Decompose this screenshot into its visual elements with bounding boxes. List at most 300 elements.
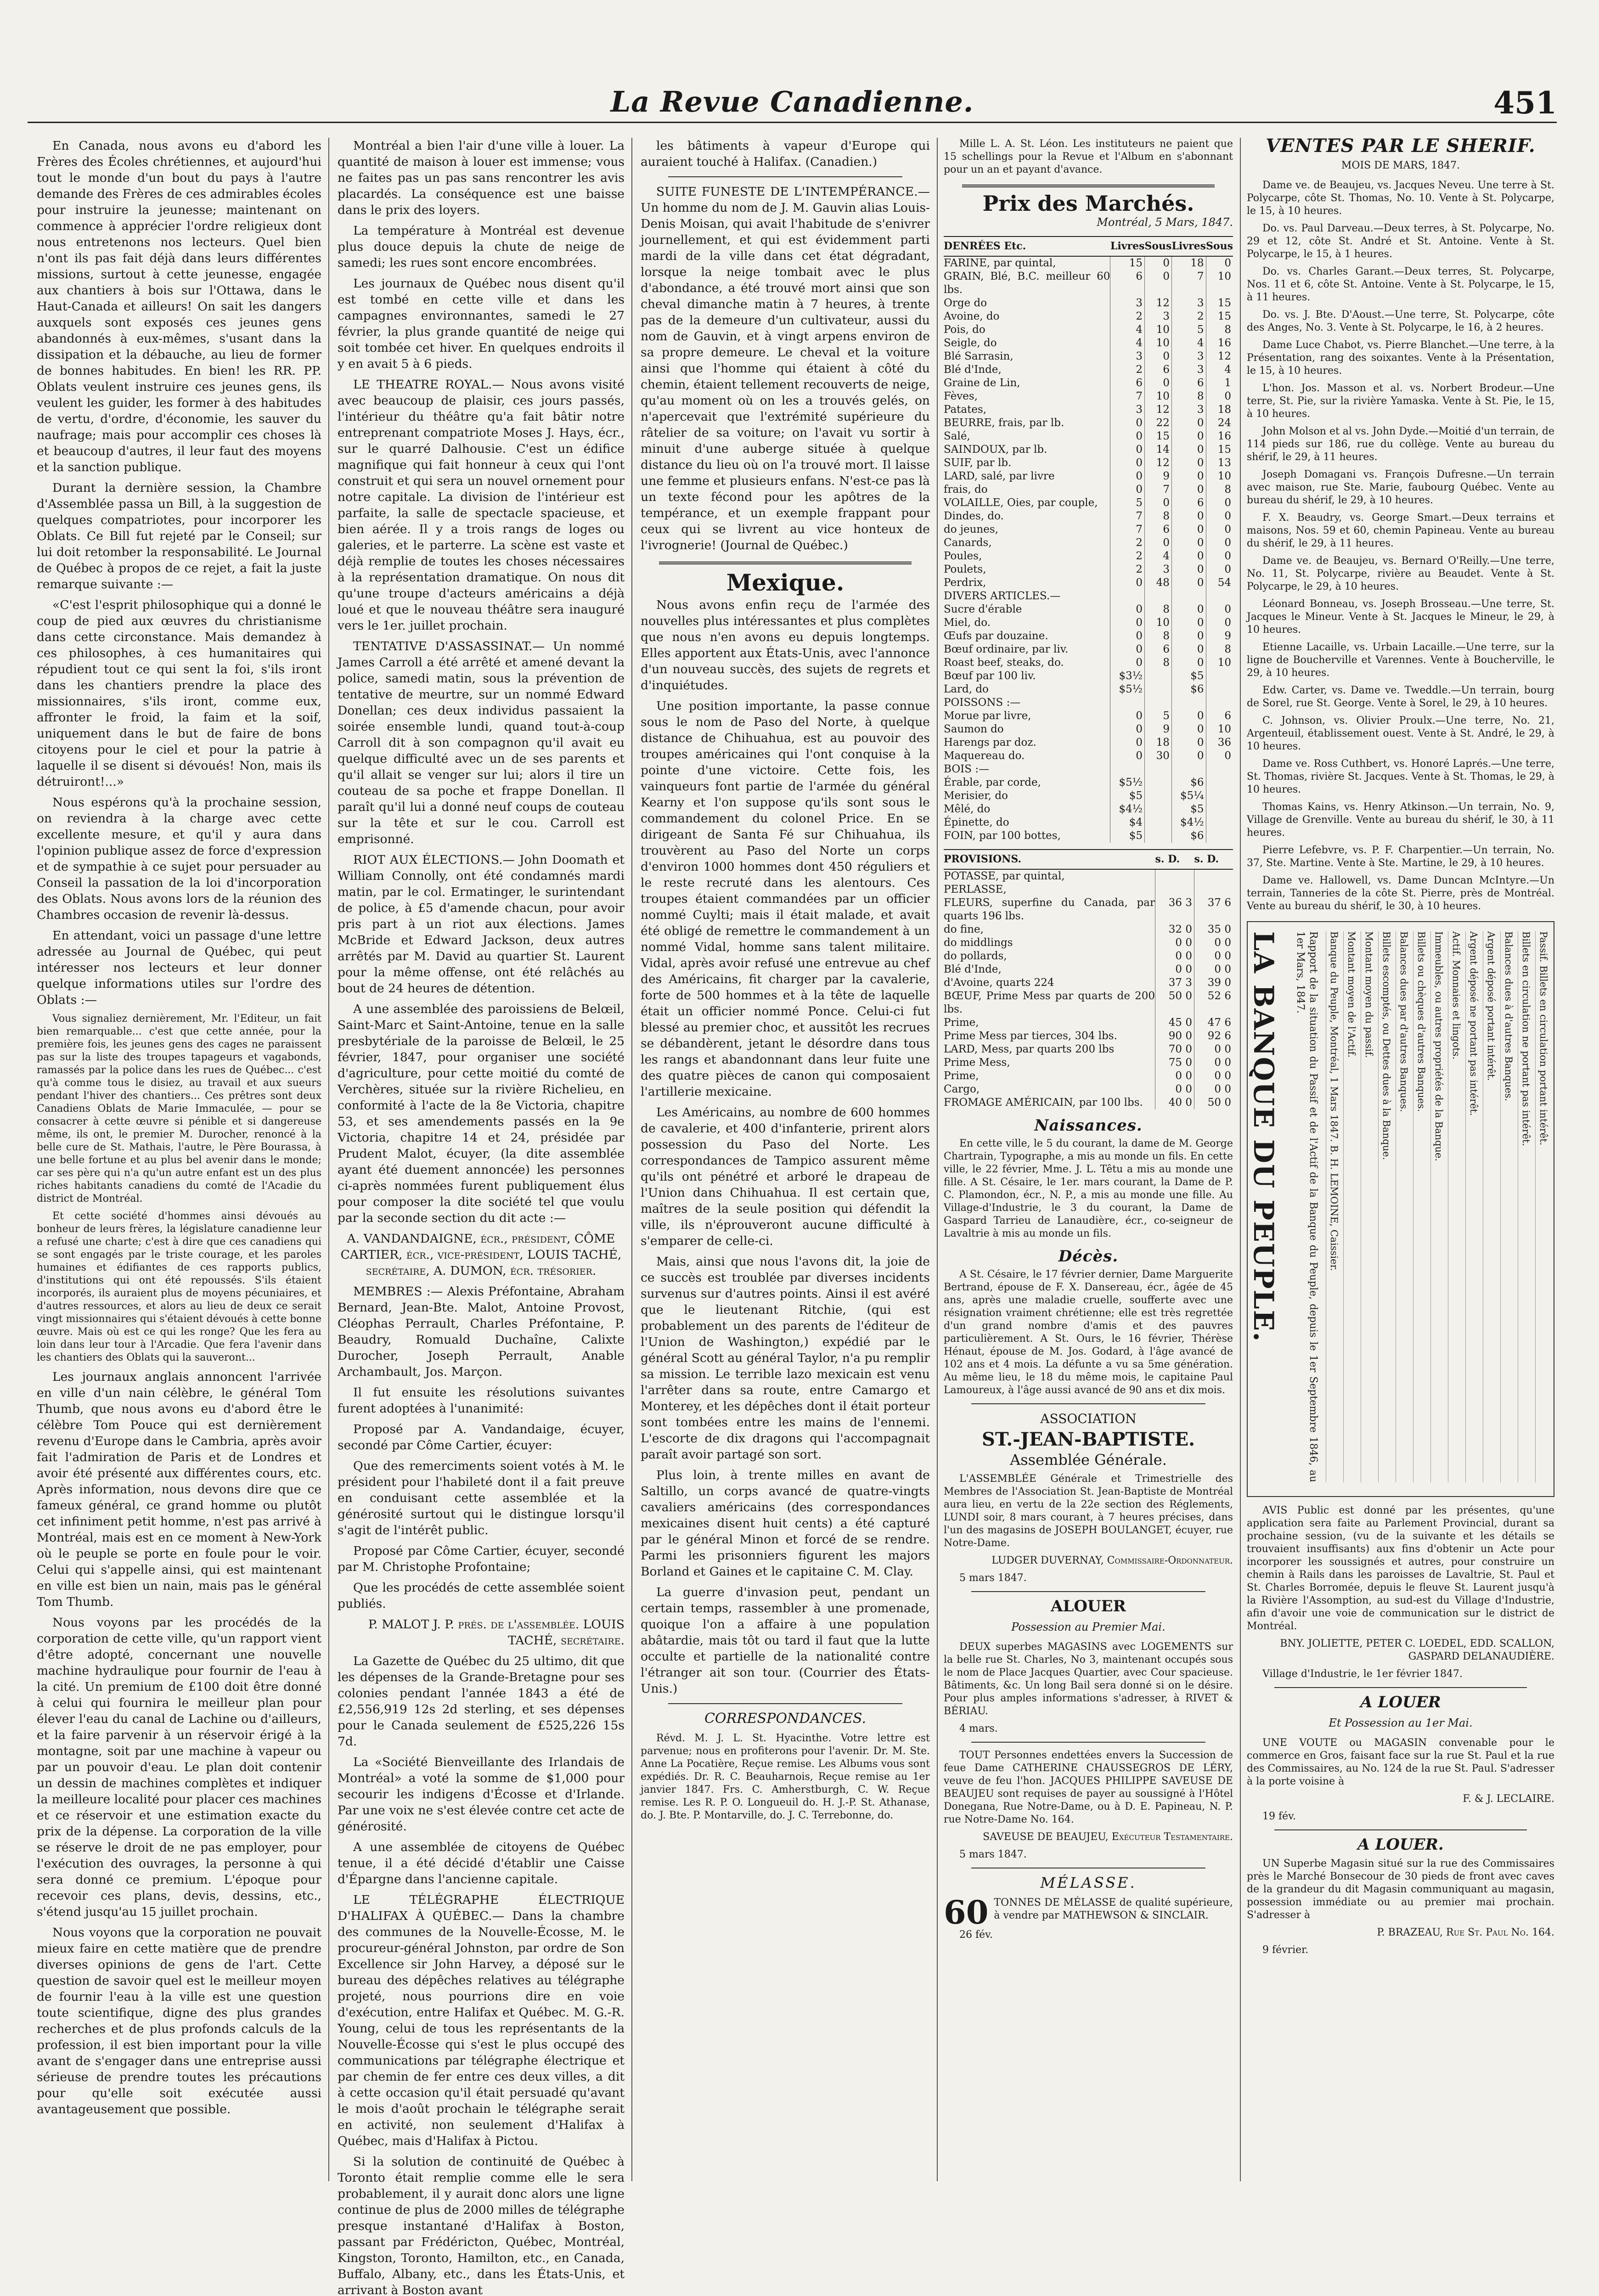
- molasses-quantity: 60: [944, 1893, 989, 1931]
- table-row: [944, 403, 1233, 416]
- price-cell: $5: [1110, 789, 1145, 803]
- table-row: [944, 923, 1233, 936]
- table-header-cell: Sous: [1206, 236, 1233, 256]
- rent-ad-body: UN Superbe Magasin situé sur la rue des Commissaires près le Marché Bonsecour de 30 pieds de front avec caves de la grandeur du dit Magasin communiquant au magasin, possession immédiate ou au premier mai prochain. S'adresser à: [1247, 1858, 1554, 1921]
- table-row: [944, 990, 1233, 1016]
- provision-name: FROMAGE AMÉRICAIN, par 100 lbs.: [944, 1097, 1143, 1109]
- price-cell: 16: [1206, 430, 1233, 443]
- table-row: [944, 749, 1233, 763]
- price-cell: 12: [1145, 297, 1172, 310]
- price-cell: 0: [1171, 616, 1206, 630]
- table-row: [944, 976, 1233, 990]
- sheriff-sales-heading: VENTES PAR LE SHERIF.: [1266, 135, 1536, 157]
- price-cell: 50 0: [1155, 990, 1194, 1016]
- provision-name: FLEURS, superfine du Canada, par quarts 196 lbs.: [944, 897, 1155, 922]
- price-cell: 36 3: [1155, 896, 1194, 923]
- market-prices-date: Montréal, 5 Mars, 1847.: [1097, 216, 1233, 229]
- provision-name: Prime,: [944, 1017, 979, 1029]
- commodity-name: Poules,: [944, 550, 982, 562]
- table-header-cell: Sous: [1145, 236, 1172, 256]
- rent-ad-subtitle: Possession au Premier Mai.: [1011, 1621, 1165, 1633]
- article-paragraph: Proposé par A. Vandandaige, écuyer, secondé par Côme Cartier, écuyer:: [338, 1422, 625, 1452]
- price-cell: [1206, 696, 1233, 709]
- price-cell: 45 0: [1155, 1016, 1194, 1030]
- price-cell: 18: [1171, 256, 1206, 270]
- table-row: [944, 256, 1233, 270]
- article-paragraph: Nous voyons par les procédés de la corporation de cette ville, qu'un rapport vient d'être adopté, concernant une nouvelle machine hydraulique pour fournir de l'eau à la cité. Un premium de £100 doit être donné à celui qui fournira le meilleur plan pour élever l'eau du canal de Lachine ou d'ailleurs, et la faire parvenir à un réservoir érigé à la montagne, soit par une machine à vapeur ou par un pouvoir d'eau. Le plan doit contenir un dessin de machines complètes et indiquer la meilleure localité pour placer ces machines et ce réservoir et une estimation exacte du prix de la dépense. La corporation de la ville se réserve le droit de ne pas employer, pour l'exécution des ouvrages, la personne à qui sera donné ce premium. L'époque pour recevoir ces plans, devis, dessins, etc., s'étend jusqu'au 15 juillet prochain.: [37, 1615, 321, 1919]
- price-cell: $3½: [1110, 670, 1145, 683]
- price-cell: [1155, 869, 1194, 883]
- table-row: [944, 896, 1233, 923]
- table-row: [944, 950, 1233, 963]
- price-cell: 4: [1206, 363, 1233, 377]
- price-cell: 12: [1145, 403, 1172, 416]
- divider: [1274, 1829, 1527, 1830]
- provision-name: d'Avoine, quarts 224: [944, 977, 1054, 989]
- commodity-name: Morue par livre,: [944, 710, 1031, 722]
- commodity-name: BEURRE, frais, par lb.: [944, 417, 1064, 429]
- price-cell: 35 0: [1194, 923, 1233, 936]
- price-cell: [1110, 590, 1145, 603]
- provision-name: Prime Mess par tierces, 304 lbs.: [944, 1030, 1117, 1042]
- price-cell: 3: [1145, 563, 1172, 576]
- price-cell: 8: [1145, 630, 1172, 643]
- price-cell: 0 0: [1194, 950, 1233, 963]
- births-heading: Naissances.: [1034, 1116, 1143, 1135]
- commodity-name: Seigle, do: [944, 337, 997, 349]
- table-row: [944, 576, 1233, 590]
- table-row: [944, 1083, 1233, 1096]
- rent-ad-date: 9 février.: [1262, 1944, 1309, 1956]
- commodity-name: Sucre d'érable: [944, 603, 1022, 615]
- price-cell: 10: [1145, 390, 1172, 403]
- price-cell: $4: [1110, 816, 1145, 829]
- sheriff-sale-item: Dame ve. Hallowell, vs. Dame Duncan McIntyre.—Un terrain, Tanneries de la côte St. Pierre, près de Montréal. Vente au bureau du shérif, le 30, à 10 heures.: [1247, 875, 1554, 912]
- commodity-name: FOIN, par 100 bottes,: [944, 830, 1061, 842]
- price-cell: 9: [1145, 470, 1172, 483]
- public-notice: AVIS Public est donné par les présentes, qu'une application sera faite au Parlement Provincial, durant sa prochaine session, (vu de la suivante et les détails se trouvaient insuffisants) aux fins d'obtenir un Acte pour incorporer les soussignés et autres, pour construire un chemin à Rails dans les paroisses de Lavaltrie, St. Paul et St. Charles Borromée, depuis le fleuve St. Laurent jusqu'à la Rivière l'Assomption, au sud-est du Village d'Industrie, afin d'avoir une voie de communication sur le district de Montréal.: [1247, 1505, 1554, 1632]
- price-cell: 8: [1171, 390, 1206, 403]
- column-5: [1247, 135, 1554, 2186]
- price-cell: 0: [1145, 350, 1172, 363]
- commodity-name: Perdrix,: [944, 577, 986, 589]
- table-row: [944, 496, 1233, 510]
- table-row: [944, 390, 1233, 403]
- rent-ad-heading: A LOUER.: [1357, 1835, 1444, 1854]
- table-row: [944, 883, 1233, 896]
- commodity-name: POISSONS :—: [944, 697, 1021, 709]
- sheriff-sale-item: Do. vs. Paul Darveau.—Deux terres, à St. Polycarpe, No. 29 et 12, côte St. André et St. Antoine. Vente à St. Polycarpe, le 15, à 1 heures.: [1247, 223, 1554, 260]
- market-prices-title: Prix des Marchés.: [982, 191, 1194, 216]
- price-cell: 2: [1110, 363, 1145, 377]
- price-cell: 10: [1206, 656, 1233, 670]
- price-cell: [1171, 696, 1206, 709]
- provisions-table: [944, 849, 1233, 1109]
- table-row: [944, 310, 1233, 323]
- market-prices-table: [944, 236, 1233, 843]
- price-cell: 8: [1145, 510, 1172, 523]
- article-paragraph: La «Société Bienveillante des Irlandais de Montréal» a voté la somme de $1,000 pour secourir les indigens d'Écosse et d'Irlande. Par une voix ne s'est élevée contre cet acte de générosité.: [338, 1755, 625, 1834]
- table-row: [944, 456, 1233, 470]
- table-row: [944, 590, 1233, 603]
- table-row: [944, 416, 1233, 430]
- correspondence-list: Révd. M. J. L. St. Hyacinthe. Votre lettre est parvenue; nous en profiterons pour l'avenir. Dr. M. Ste. Anne La Pocatière, Reçue remise. Les Albums vous sont expédiés. Dr. R. C. Beauharnois, Reçue remise au 1er janvier 1847. Frs. C. Amherstburgh, C. W. Reçue remise. Les R. P. O. Longueuil do. H. J.-P. St. Athanase, do. J. Bte. P. Montarville, do. J. C. Terrebonne, do.: [641, 1733, 930, 1821]
- commodity-name: Mêlé, do: [944, 803, 991, 815]
- sheriff-sales-list: [1247, 179, 1554, 913]
- sheriff-sale-item: Edw. Carter, vs. Dame ve. Tweddle.—Un terrain, bourg de Sorel, rue St. George. Vente à Sorel, le 29, à 10 heures.: [1247, 685, 1554, 709]
- price-cell: 30: [1145, 749, 1172, 763]
- table-row: [944, 803, 1233, 816]
- table-row: [944, 670, 1233, 683]
- article-paragraph: Il fut ensuite les résolutions suivantes furent adoptées à l'unanimité:: [338, 1385, 625, 1416]
- table-row: [944, 270, 1233, 297]
- deaths-heading: Décès.: [1058, 1247, 1119, 1266]
- price-cell: 12: [1206, 350, 1233, 363]
- commodity-name: Lard, do: [944, 683, 989, 695]
- price-cell: $5: [1171, 803, 1206, 816]
- price-cell: [1145, 683, 1172, 696]
- price-cell: 18: [1206, 403, 1233, 416]
- price-cell: [1206, 816, 1233, 829]
- price-cell: [1145, 829, 1172, 843]
- price-cell: [1171, 763, 1206, 776]
- commodity-name: FARINE, par quintal,: [944, 257, 1056, 269]
- price-cell: 4: [1171, 337, 1206, 350]
- rent-ad-subtitle: Et Possession au 1er Mai.: [1329, 1716, 1473, 1729]
- price-cell: 50 0: [1194, 1096, 1233, 1109]
- provision-name: Cargo,: [944, 1083, 980, 1095]
- commodity-name: BOIS :—: [944, 763, 990, 775]
- price-cell: 15: [1206, 297, 1233, 310]
- price-cell: 2: [1171, 310, 1206, 323]
- commodity-name: Blé Sarrasin,: [944, 350, 1013, 362]
- commodity-name: Patates,: [944, 404, 987, 416]
- price-cell: 10: [1206, 723, 1233, 736]
- section-heading-mexique: Mexique.: [726, 569, 845, 596]
- price-cell: 0: [1171, 510, 1206, 523]
- table-row: [944, 829, 1233, 843]
- price-cell: $4½: [1171, 816, 1206, 829]
- price-cell: 2: [1110, 310, 1145, 323]
- price-cell: 0: [1171, 550, 1206, 563]
- price-cell: 3: [1110, 297, 1145, 310]
- article-paragraph: MEMBRES :— Alexis Préfontaine, Abraham Bernard, Jean-Bte. Malot, Antoine Provost, Cléophas Perrault, Charles Préfontaine, P. Beaudry, Romuald Duchaîne, Calixte Durocher, Joseph Perrault, Anable Archambault, Jos. Marçon.: [338, 1284, 625, 1379]
- price-cell: 90 0: [1155, 1030, 1194, 1043]
- estate-notice: TOUT Personnes endettées envers la Succession de feue Dame CATHERINE CHAUSSEGROS DE LÉRY, veuve de feu l'hon. JACQUES PHILIPPE SAVEUSE DE BEAUJEU sont requises de payer au soussigné à l'Hôtel Donegana, Rue Notre-Dame, ou à D. E. Papineau, N. P. rue Notre-Dame No. 164.: [944, 1750, 1233, 1825]
- column-1: [37, 138, 321, 2186]
- price-cell: 0 0: [1155, 1069, 1194, 1083]
- rent-ad-body: DEUX superbes MAGASINS avec LOGEMENTS sur la belle rue St. Charles, No 3, maintenant occupés sous le nom de Place Jacques Quartier, avec Cour spacieuse. Bâtiments, &c. Un long Bail sera donné si on le désire. Pour plus amples informations s'adresser, à RIVET & BÉRIAU.: [944, 1641, 1233, 1717]
- table-row: [944, 337, 1233, 350]
- table-row: [944, 1043, 1233, 1056]
- commodity-name: Saumon do: [944, 723, 1004, 735]
- bank-row: Balances dues à d'autres Banques.: [1500, 931, 1514, 1482]
- table-row: [944, 643, 1233, 656]
- article-paragraph: Que les procédés de cette assemblée soient publiés.: [338, 1581, 625, 1611]
- bank-row: Immeubles, ou autres propriétés de la Banque.: [1430, 931, 1444, 1482]
- price-cell: 5: [1110, 496, 1145, 510]
- price-cell: 0: [1171, 643, 1206, 656]
- divider: [971, 1742, 1205, 1743]
- price-cell: 6: [1206, 709, 1233, 723]
- commodity-name: GRAIN, Blé, B.C. meilleur 60 lbs.: [944, 270, 1110, 296]
- table-header-cell: DENRÉES Etc.: [944, 236, 1110, 256]
- column-divider: [631, 138, 632, 2181]
- signature: P. MALOT J. P. prés. de l'assemblée. LOUIS TACHÉ, secrétaire.: [368, 1617, 625, 1648]
- provision-name: do pollards,: [944, 950, 1007, 962]
- public-notice-date: Village d'Industrie, le 1er février 1847.: [1262, 1668, 1463, 1680]
- sheriff-sale-item: Etienne Lacaille, vs. Urbain Lacaille.—Une terre, sur la ligne de Boucherville et Varennes. Vente à Boucherville, le 29, à 10 heures.: [1247, 642, 1554, 679]
- price-cell: 8: [1145, 603, 1172, 616]
- article-paragraph: Si la solution de continuité de Québec à Toronto était remplie comme elle le sera probablement, il y aurait donc alors une ligne continue de plus de 2000 milles de télégraphe presque instantané d'Halifax à Boston, passant par Frédéricton, Québec, Montréal, Kingston, Toronto, Hamilton, etc., en Canada, Buffalo, Albany, etc., dans les États-Unis, et arrivant à Boston avant: [338, 2155, 625, 2296]
- price-cell: 0: [1171, 749, 1206, 763]
- commodity-name: Merisier, do: [944, 790, 1008, 802]
- price-cell: [1206, 763, 1233, 776]
- table-header-cell: s. D.: [1155, 850, 1194, 869]
- commodity-name: frais, do: [944, 484, 988, 495]
- price-cell: 92 6: [1194, 1030, 1233, 1043]
- bank-row: Billets ou chèques d'autres Banques.: [1413, 931, 1427, 1482]
- price-cell: [1206, 803, 1233, 816]
- commodity-name: SAINDOUX, par lb.: [944, 444, 1047, 456]
- price-cell: 14: [1145, 443, 1172, 456]
- column-divider: [1240, 138, 1241, 2181]
- price-cell: 0: [1145, 377, 1172, 390]
- table-header-row: [944, 236, 1233, 256]
- price-cell: [1145, 696, 1172, 709]
- price-cell: 0: [1171, 443, 1206, 456]
- provision-name: PERLASSE,: [944, 884, 1007, 895]
- letter-paragraph: Vous signaliez dernièrement, Mr. l'Editeur, un fait bien remarquable... c'est que cette année, pour la première fois, les jeunes gens des cages ne paraissent pas sur la liste des troupes tapageurs et vagabonds, ramassés par la police dans les rues de Québec... c'est qu'à comme tous le disiez, au travail et aux sueurs pendant l'hiver des chantiers... Ces prêtres sont deux Canadiens Oblats de Marie Immaculée, — pour se consacrer à cette œuvre si pénible et si dangereuse même, ils ont, le premier M. Durocher, renoncé à la belle cure de St. Mathais, l'autre, le Père Bourassa, à une belle fortune et au plus bel avenir dans le monde; car ses père qui n'a qu'un autre enfant est un des plus riches habitants canadiens du comté de l'Acadie du district de Montréal.: [37, 1013, 321, 1204]
- price-cell: 0: [1171, 630, 1206, 643]
- price-cell: 52 6: [1194, 990, 1233, 1016]
- rent-ad-heading: ALOUER: [1051, 1597, 1126, 1615]
- article-paragraph: LE THEATRE ROYAL.— Nous avons visité avec beaucoup de plaisir, ces jours passés, l'intérieur du théâtre qu'a fait bâtir notre entreprenant compatriote Moses J. Hays, écr., sur le quarré Dalhousie. C'est un édifice magnifique qui fait honneur à ceux qui l'ont construit et qui sera un nouvel ornement pour notre capitale. La division de l'intérieur est parfaite, la salle de spectacle spacieuse, et bien aérée. Il y a trois rangs de loges ou galeries, et le parterre. La scène est vaste et déjà remplie de toutes les choses nécessaires à la représentation dramatique. On nous dit qu'une troupe d'acteurs américains a déjà loué et que le nouveau théâtre sera inauguré vers le 1er. juillet prochain.: [338, 377, 625, 633]
- table-row: [944, 1056, 1233, 1069]
- quoted-paragraph: «C'est l'esprit philosophique qui a donné le coup de pied aux œuvres du christianisme dans cette circonstance. Mais demandez à ces philosophes, à ces humanitaires qui répudient tout ce qui sent la foi, s'ils iront dans les chantiers prendre la place des missionnaires, s'ils iront, comme eux, affronter le froid, la faim et la soif, uniquement dans le but de faire de bons citoyens pour le ciel et pour la patrie à laquelle il se disent si dévoués! Non, mais ils détruiront!...»: [37, 598, 321, 789]
- sheriff-sales-month: MOIS DE MARS, 1847.: [1341, 160, 1460, 171]
- article-paragraph: Proposé par Côme Cartier, écuyer, secondé par M. Christophe Profontaine;: [338, 1544, 625, 1574]
- commodity-name: Avoine, do: [944, 310, 1000, 322]
- commodity-name: Érable, par corde,: [944, 777, 1041, 788]
- price-cell: [1206, 776, 1233, 789]
- price-cell: 6: [1145, 363, 1172, 377]
- table-header-cell: PROVISIONS.: [944, 850, 1155, 869]
- price-cell: 0 0: [1194, 936, 1233, 950]
- table-row: [944, 363, 1233, 377]
- table-row: [944, 483, 1233, 496]
- price-cell: 2: [1110, 550, 1145, 563]
- officers-list: A. VANDANDAIGNE, écr., président, CÔME CARTIER, écr., vice-président, LOUIS TACHÉ, secrétaire, A. DUMON, écr. trésorier.: [340, 1232, 622, 1278]
- price-cell: 2: [1110, 563, 1145, 576]
- table-row: [944, 510, 1233, 523]
- price-cell: [1145, 803, 1172, 816]
- provision-name: do fine,: [944, 923, 984, 935]
- price-cell: $4½: [1110, 803, 1145, 816]
- bank-row: Banque du Peuple, Montréal, 1 Mars 1847. B. H. LEMOINE, Caissier.: [1326, 931, 1340, 1482]
- table-row: [944, 523, 1233, 536]
- price-cell: 0: [1110, 616, 1145, 630]
- article-paragraph: Les Américains, au nombre de 600 hommes de cavalerie, et 400 d'infanterie, prirent alors possession du Paso del Norte. Les correspondances de Tampico assurent même qu'ils ont pénétré et arboré le drapeau de l'Union dans Chihuahua. Il est certain que, maîtres de la seule position qui défendit la ville, ils n'éprouveront aucune difficulté à s'emparer de celle-ci.: [641, 1105, 930, 1248]
- sheriff-sale-item: Thomas Kains, vs. Henry Atkinson.—Un terrain, No. 9, Village de Grenville. Vente au bureau du shérif, le 30, à 11 heures.: [1247, 801, 1554, 838]
- commodity-name: do jeunes,: [944, 523, 998, 535]
- price-cell: 24: [1206, 416, 1233, 430]
- price-cell: 0: [1206, 510, 1233, 523]
- price-cell: [1145, 670, 1172, 683]
- price-cell: 6: [1145, 643, 1172, 656]
- sheriff-sale-item: Dame Luce Chabot, vs. Pierre Blanchet.—Une terre, à la Présentation, rang des soixantes. Vente à la Présentation, le 15, à 10 heures.: [1247, 339, 1554, 377]
- article-paragraph: Nous espérons qu'à la prochaine session, on reviendra à la charge avec cette excellente mesure, et qu'il y aura dans l'opinion publique assez de force d'expression et de sympathie à ce sujet pour persuader au Conseil la passation de la loi d'incorporation des Oblats. Nous avons lors de la réunion des Chambres occasion de revenir là-dessus.: [37, 795, 321, 922]
- table-row: [944, 936, 1233, 950]
- price-cell: [1206, 789, 1233, 803]
- price-cell: 0 0: [1155, 963, 1194, 976]
- article-paragraph: les bâtiments à vapeur d'Europe qui auraient touché à Halifax. (Canadien.): [641, 139, 930, 169]
- price-cell: 5: [1145, 709, 1172, 723]
- price-cell: [1194, 869, 1233, 883]
- table-row: [944, 630, 1233, 643]
- article-paragraph: La guerre d'invasion peut, pendant un certain temps, rassembler à une promenade, quoique l'on a affaire à une population abâtardie, mais tôt ou tard il faut que la lutte occulte et partielle de la nationalité contre l'étranger ait son tour. (Courrier des États-Unis.): [641, 1585, 930, 1696]
- price-cell: 0: [1206, 563, 1233, 576]
- divider: [971, 1591, 1205, 1592]
- sheriff-sale-item: Do. vs. Charles Garant.—Deux terres, St. Polycarpe, Nos. 11 et 6, côte St. Antoine. Vente à St. Polycarpe, le 15, à 11 heures.: [1247, 266, 1554, 303]
- table-row: [944, 536, 1233, 550]
- price-cell: 4: [1145, 550, 1172, 563]
- bank-row: Passif. Billets en circulation portant intérêt.: [1535, 931, 1549, 1482]
- price-cell: 15: [1145, 430, 1172, 443]
- price-cell: 0: [1206, 390, 1233, 403]
- price-cell: 0: [1171, 483, 1206, 496]
- price-cell: 3: [1171, 363, 1206, 377]
- bank-subtitle: Rapport de la situation du Passif et de l'Actif de la Banque du Peuple, depuis le 1er Septembre 1846, au 1er Mars, 1847.: [1295, 931, 1319, 1482]
- letter-paragraph: Et cette société d'hommes ainsi dévoués au bonheur de leurs frères, la législature canadienne leur a refusé une charte; c'est à dire que ces canadiens qui se sont engagés par le triste courage, et les paroles humaines et édifiantes de ces rapports publics, d'institutions qui ont été repoussés. S'ils étaient incorporés, ils auraient plus de moyens pécuniaires, et d'autres ressources, et alors au lieu de deux ce serait vingt missionnaires qui s'étaient dévoués à cette bonne œuvre. Mais où est ce qui les ronge? Que les fera au loin dans leur tour à l'Arcadie. Que fera l'avenir dans les chantiers des Oblats qui la sauveront...: [37, 1210, 321, 1363]
- table-row: [944, 1096, 1233, 1109]
- sheriff-sale-item: Pierre Lefebvre, vs. P. F. Charpentier.—Un terrain, No. 37, Ste. Martine. Vente à Ste. Martine, le 29, à 10 heures.: [1247, 844, 1554, 869]
- commodity-name: SUIF, par lb.: [944, 457, 1012, 469]
- table-row: [944, 963, 1233, 976]
- table-row: [944, 869, 1233, 883]
- article-paragraph: A une assemblée de citoyens de Québec tenue, il a été décidé d'établir une Caisse d'Épargne dans l'ancienne capitale.: [338, 1840, 625, 1886]
- price-cell: 6: [1110, 270, 1145, 297]
- article-paragraph: En Canada, nous avons eu d'abord les Frères des Écoles chrétiennes, et aujourd'hui tout le monde d'un bout du pays à l'autre demande des Frères de ces admirables écoles pour instruire la jeunesse; maintenant on commence à apprécier l'ordre religieux dont nous entretenons nos lecteurs. Quel bien n'ont ils pas fait déjà dans leurs différentes missions, surtout à cette jeunesse, engagée aux chantiers à bois sur l'Ottawa, dans le Haut-Canada et ailleurs! On sait les dangers auxquels sont exposés ces jeunes gens abandonnés à eux-mêmes, s'usant dans la dissipation et la débauche, au lieu de former de bonnes habitudes. En bien! les RR. PP. Oblats veulent instruire ces jeunes gens, ils veulent les guider, les former à des habitudes de vertu, d'ordre, d'économie, les sauver du naufrage; mais pour accomplir ces choses là et beaucoup d'autres, il leur faut des moyens et la sanction publique.: [37, 139, 321, 474]
- price-cell: 15: [1110, 256, 1145, 270]
- price-cell: 40 0: [1155, 1096, 1194, 1109]
- price-cell: 8: [1145, 656, 1172, 670]
- price-cell: $5½: [1110, 776, 1145, 789]
- table-row: [944, 603, 1233, 616]
- commodity-name: Œufs par douzaine.: [944, 630, 1048, 642]
- price-cell: 6: [1110, 377, 1145, 390]
- bank-row: Argent déposé ne portant pas intérêt.: [1465, 931, 1479, 1482]
- price-cell: [1145, 789, 1172, 803]
- table-row: [944, 1069, 1233, 1083]
- price-cell: 0: [1206, 536, 1233, 550]
- commodity-name: Canards,: [944, 537, 992, 549]
- market-prices-body: [944, 256, 1233, 843]
- price-cell: 0: [1110, 430, 1145, 443]
- bank-rows: [1326, 931, 1549, 1482]
- price-cell: $5½: [1110, 683, 1145, 696]
- price-cell: [1206, 670, 1233, 683]
- price-cell: [1145, 816, 1172, 829]
- page-number: 451: [1493, 85, 1557, 121]
- commodity-name: Harengs par doz.: [944, 737, 1036, 748]
- table-row: [944, 550, 1233, 563]
- table-row: [944, 696, 1233, 709]
- price-cell: 0: [1110, 749, 1145, 763]
- price-cell: 6: [1171, 496, 1206, 510]
- price-cell: 4: [1110, 337, 1145, 350]
- table-row: [944, 430, 1233, 443]
- commodity-name: VOLAILLE, Oies, par couple,: [944, 497, 1098, 509]
- price-cell: [1194, 883, 1233, 896]
- table-row: [944, 763, 1233, 776]
- association-name: ST.-JEAN-BAPTISTE.: [981, 1429, 1195, 1450]
- molasses-ad: [944, 1893, 1233, 1931]
- association-label: ASSOCIATION: [1040, 1411, 1137, 1426]
- price-cell: 0: [1171, 723, 1206, 736]
- price-cell: 9: [1145, 723, 1172, 736]
- price-cell: 0: [1110, 483, 1145, 496]
- sheriff-sale-item: Dame ve. de Beaujeu, vs. Jacques Neveu. Une terre à St. Polycarpe, côte St. Thomas, No. 10. Vente à St. Polycarpe, le 15, à 10 heures.: [1247, 180, 1554, 217]
- column-2: [338, 138, 625, 2296]
- rent-ad-heading: A LOUER: [1360, 1693, 1441, 1711]
- table-row: [944, 789, 1233, 803]
- price-cell: 3: [1171, 403, 1206, 416]
- price-cell: $6: [1171, 829, 1206, 843]
- table-row: [944, 776, 1233, 789]
- price-cell: 0: [1171, 603, 1206, 616]
- price-cell: 7: [1110, 390, 1145, 403]
- price-cell: 0: [1171, 456, 1206, 470]
- article-paragraph: RIOT AUX ÉLECTIONS.— John Doomath et William Connolly, ont été condamnés mardi matin, par le col. Ermatinger, le surintendant de police, à £5 d'amende chacun, pour avoir pris part à un riot aux élections. James McBride et Edward Jackson, deux autres arrêtés par M. David au quartier St. Laurent pour la même offense, ont été relâchés au bout de 24 heures de détention.: [338, 853, 625, 996]
- price-cell: 0 0: [1194, 963, 1233, 976]
- price-cell: 47 6: [1194, 1016, 1233, 1030]
- price-cell: 0: [1206, 616, 1233, 630]
- price-cell: 37 6: [1194, 896, 1233, 923]
- estate-signature: SAVEUSE DE BEAUJEU, Exécuteur Testamentaire.: [983, 1831, 1233, 1843]
- article-paragraph: Montréal a bien l'air d'une ville à louer. La quantité de maison à louer est immense; vous ne faites pas un pas sans rencontrer les avis placardés. La conséquence est une baisse dans le prix des loyers.: [338, 139, 625, 217]
- table-row: [944, 323, 1233, 337]
- price-cell: 10: [1206, 270, 1233, 297]
- article-paragraph: Une position importante, la passe connue sous le nom de Paso del Norte, à quelque distance de Chihuahua, est au pouvoir des troupes américaines qui l'ont conquise à la pointe d'une victoire. Cette fois, les vainqueurs font partie de l'armée du général Kearny et l'on suppose qu'ils sont sous le commandement du colonel Price. En se dirigeant de Santa Fé sur Chihuahua, ils trouvèrent au Paso del Norte un corps d'environ 1000 hommes dont 450 réguliers et le reste recruté dans les alentours. Ces troupes étaient commandées par un officier nommé Cuylti; mais il était malade, et avait été obligé de remettre le commandement à un nommé Vidal, homme sans talent militaire. Vidal, après avoir refusé une entrevue au chef des Américains, fit charger par la cavalerie, forte de 500 hommes et à la tête de laquelle était un officier nommé Ponce. Celui-ci fut blessé au premier choc, et aussitôt les recrues se débandèrent, jetant le désordre dans tous les rangs et abandonnant dans leur fuite une des quatre pièces de canon qui composaient l'artillerie mexicaine.: [641, 699, 930, 1099]
- price-cell: 0: [1110, 470, 1145, 483]
- table-header-cell: Livres: [1110, 236, 1145, 256]
- commodity-name: Orge do: [944, 297, 987, 309]
- article-paragraph: En attendant, voici un passage d'une lettre adressée au Journal de Québec, qui peut intéresser nos lecteurs et leur donner quelque informations utiles sur l'ordre des Oblats :—: [37, 929, 321, 1007]
- price-cell: 4: [1110, 323, 1145, 337]
- price-cell: 6: [1171, 377, 1206, 390]
- association-date: 5 mars 1847.: [959, 1572, 1027, 1584]
- article-paragraph: Nous avons enfin reçu de l'armée des nouvelles plus intéressantes et plus complètes que nous n'en avons eu depuis longtemps. Elles apportent aux États-Unis, avec l'annonce d'un nouveau succès, des sujets de regrets et d'inquiétudes.: [641, 598, 930, 692]
- association-subtitle: Assemblée Générale.: [1010, 1451, 1167, 1469]
- table-row: [944, 656, 1233, 670]
- price-cell: 75 0: [1155, 1056, 1194, 1069]
- notice-paragraph: Mille L. A. St. Léon. Les instituteurs ne paient que 15 schellings pour la Revue et l'Album en s'abonnant pour un an et payant d'avance.: [944, 138, 1233, 175]
- column-4: [944, 138, 1233, 2186]
- price-cell: [1171, 590, 1206, 603]
- price-cell: 0: [1171, 709, 1206, 723]
- price-cell: 7: [1171, 270, 1206, 297]
- price-cell: 10: [1145, 323, 1172, 337]
- price-cell: 8: [1206, 483, 1233, 496]
- price-cell: 0: [1171, 523, 1206, 536]
- price-cell: 0: [1145, 270, 1172, 297]
- price-cell: 13: [1206, 456, 1233, 470]
- price-cell: 0: [1110, 630, 1145, 643]
- price-cell: 0: [1171, 430, 1206, 443]
- price-cell: 0: [1206, 603, 1233, 616]
- table-row: [944, 736, 1233, 749]
